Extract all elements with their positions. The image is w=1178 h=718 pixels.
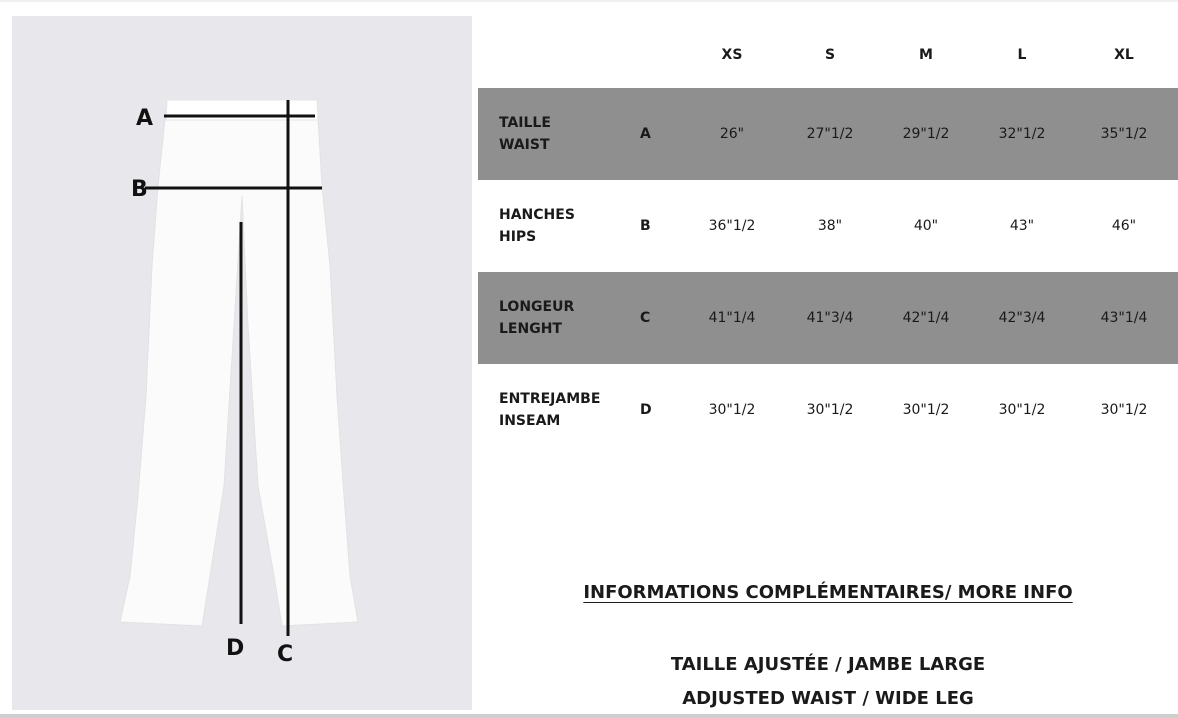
row-label-length bbox=[478, 272, 638, 364]
row-label-hips bbox=[478, 180, 638, 272]
size-chart-table bbox=[478, 22, 1178, 456]
label-en: LENGHT bbox=[499, 321, 562, 337]
label-en: HIPS bbox=[499, 229, 537, 245]
label-fr: HANCHES bbox=[499, 207, 575, 223]
cell-value: 46" bbox=[1111, 218, 1137, 234]
label-fr: TAILLE bbox=[499, 115, 551, 131]
cell-value: 29"1/2 bbox=[878, 88, 974, 180]
label-fr: LONGEUR bbox=[499, 299, 575, 315]
table-row-hips bbox=[478, 180, 1178, 272]
size-header-row bbox=[478, 22, 1178, 88]
cell-value: 32"1/2 bbox=[974, 88, 1070, 180]
pants-drawing bbox=[12, 16, 472, 710]
cell-value: 30"1/2 bbox=[806, 402, 854, 418]
cell-value: 30"1/2 bbox=[998, 402, 1046, 418]
size-m: M bbox=[919, 47, 933, 63]
label-a: A bbox=[136, 106, 154, 131]
table-row-inseam bbox=[478, 364, 1178, 456]
row-letter: D bbox=[640, 402, 652, 418]
size-xl: XL bbox=[1114, 47, 1134, 63]
top-divider bbox=[0, 0, 1178, 2]
table-row-length bbox=[478, 272, 1178, 364]
cell-value: 41"3/4 bbox=[782, 272, 878, 364]
fit-description-en: ADJUSTED WAIST / WIDE LEG bbox=[682, 688, 974, 709]
table-row-waist bbox=[478, 88, 1178, 180]
size-xs: XS bbox=[721, 47, 743, 63]
cell-value: 30"1/2 bbox=[708, 402, 756, 418]
bottom-divider bbox=[0, 714, 1178, 718]
cell-value: 26" bbox=[682, 88, 782, 180]
header-blank-letter bbox=[638, 22, 682, 88]
cell-value: 30"1/2 bbox=[902, 402, 950, 418]
label-b: B bbox=[131, 177, 148, 202]
cell-value: 43" bbox=[1009, 218, 1035, 234]
label-d: D bbox=[226, 636, 245, 661]
cell-value: 43"1/4 bbox=[1070, 272, 1178, 364]
row-letter: A bbox=[638, 88, 682, 180]
cell-value: 30"1/2 bbox=[1100, 402, 1148, 418]
header-blank bbox=[478, 22, 638, 88]
cell-value: 38" bbox=[817, 218, 843, 234]
row-letter: B bbox=[640, 218, 651, 234]
row-label-waist bbox=[478, 88, 638, 180]
fit-description-fr: TAILLE AJUSTÉE / JAMBE LARGE bbox=[670, 654, 986, 675]
cell-value: 27"1/2 bbox=[782, 88, 878, 180]
row-label-inseam bbox=[478, 364, 638, 456]
label-fr: ENTREJAMBE bbox=[499, 391, 601, 407]
label-en: WAIST bbox=[499, 137, 550, 153]
row-letter: C bbox=[638, 272, 682, 364]
cell-value: 42"3/4 bbox=[974, 272, 1070, 364]
label-en: INSEAM bbox=[499, 413, 561, 429]
size-l: L bbox=[1017, 47, 1027, 63]
cell-value: 35"1/2 bbox=[1070, 88, 1178, 180]
size-s: S bbox=[824, 47, 836, 63]
label-c: C bbox=[277, 642, 294, 667]
pants-illustration bbox=[12, 16, 472, 710]
cell-value: 40" bbox=[913, 218, 939, 234]
cell-value: 41"1/4 bbox=[682, 272, 782, 364]
cell-value: 42"1/4 bbox=[878, 272, 974, 364]
cell-value: 36"1/2 bbox=[708, 218, 756, 234]
pants-shape bbox=[120, 100, 358, 626]
more-info-heading: INFORMATIONS COMPLÉMENTAIRES/ MORE INFO bbox=[583, 582, 1073, 603]
